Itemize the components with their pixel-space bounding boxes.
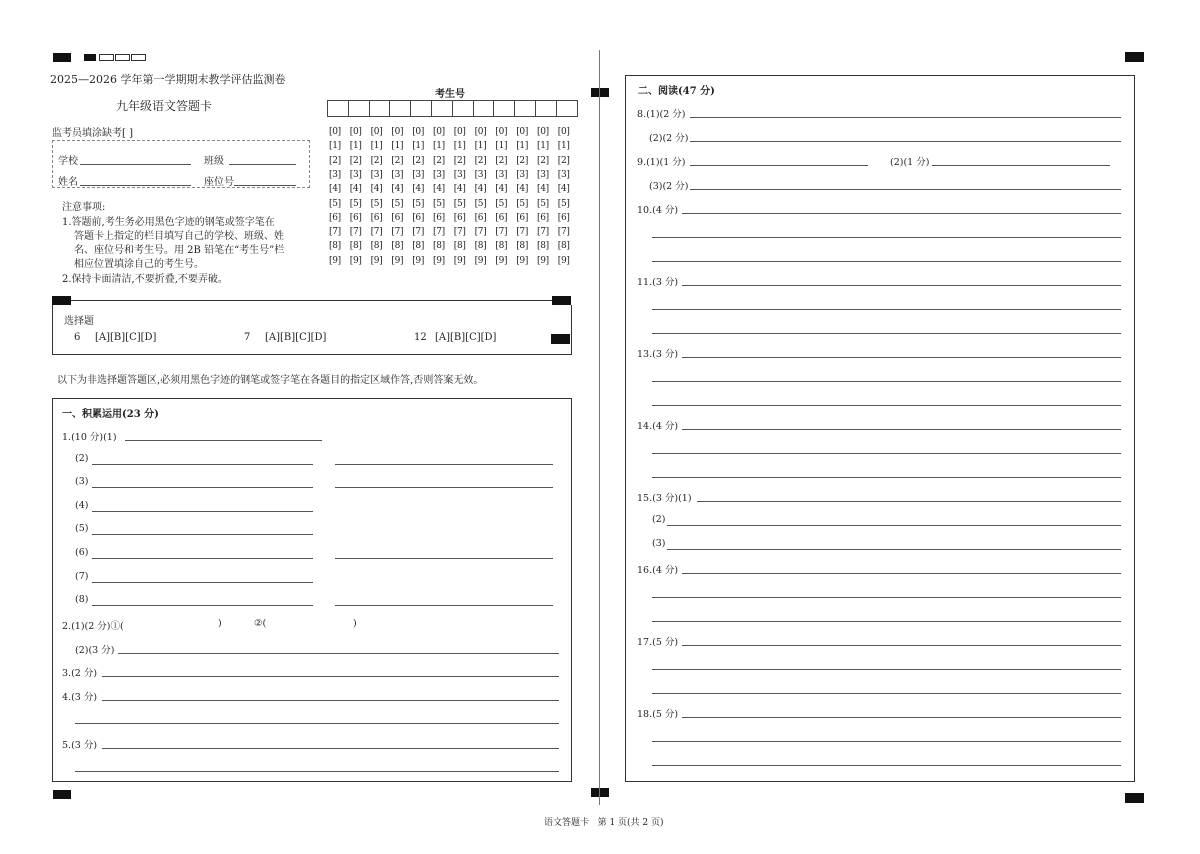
answer-line[interactable] [690, 165, 868, 166]
exam-number-bubble[interactable]: [3] [433, 169, 445, 180]
exam-number-label: 考生号 [435, 89, 465, 100]
answer-line[interactable] [652, 477, 1121, 478]
exam-number-bubble[interactable]: [9] [370, 255, 383, 266]
exam-number-write-box[interactable] [327, 100, 349, 117]
exam-number-bubble[interactable]: [0] [412, 127, 425, 137]
answer-line[interactable] [690, 117, 1121, 118]
answer-line[interactable] [690, 189, 1121, 190]
answer-line[interactable] [102, 748, 559, 749]
exam-number-bubble[interactable]: [7] [453, 227, 466, 238]
section1-box [52, 398, 572, 782]
exam-number-bubble[interactable]: [2] [495, 155, 508, 166]
q2b-label: (2)(3 分) [75, 645, 115, 656]
name-label: 姓名 [58, 177, 78, 188]
registration-mark [53, 53, 71, 62]
answer-line[interactable] [92, 487, 313, 488]
exam-number-bubble[interactable]: [5] [391, 198, 404, 209]
exam-number-bubble[interactable]: [5] [516, 198, 529, 209]
exam-number-bubble[interactable]: [8] [495, 241, 508, 252]
q2a-b-close: ) [353, 618, 357, 629]
exam-number-bubble[interactable]: [5] [412, 198, 425, 209]
choice-q7-options[interactable]: [A][B][C][D] [265, 332, 327, 343]
absent-mark-label[interactable]: 监考员填涂缺考[ ] [52, 128, 133, 139]
q17-label: 17.(5 分) [637, 637, 679, 648]
exam-number-bubble[interactable]: [3] [557, 169, 570, 180]
answer-line[interactable] [652, 693, 1121, 694]
exam-number-bubble[interactable]: [1] [433, 141, 445, 152]
exam-number-bubble[interactable]: [4] [412, 184, 425, 195]
q16-label: 16.(4 分) [637, 565, 679, 576]
q5-label: 5.(3 分) [62, 740, 98, 751]
exam-number-bubble[interactable]: [5] [370, 198, 383, 209]
answer-line[interactable] [652, 261, 1121, 262]
answer-line[interactable] [652, 597, 1121, 598]
exam-number-bubble[interactable]: [6] [349, 212, 362, 223]
exam-number-bubble[interactable]: [8] [557, 241, 570, 252]
exam-number-bubble[interactable]: [6] [474, 212, 487, 223]
q8b-label: (2)(2 分) [649, 133, 689, 144]
exam-number-bubble[interactable]: [7] [349, 227, 362, 238]
q2a-label: 2.(1)(2 分)①( [62, 621, 124, 632]
exam-number-write-box[interactable] [452, 100, 474, 117]
exam-number-bubble[interactable]: [4] [516, 184, 529, 195]
section2-title: 二、阅读(47 分) [638, 86, 715, 97]
q1-label: 1.(10 分)(1) [62, 432, 117, 443]
school-label: 学校 [58, 156, 78, 167]
answer-line[interactable] [92, 534, 313, 535]
answer-line[interactable] [102, 700, 559, 701]
non-choice-notice: 以下为非选择题答题区,必须用黑色字迹的钢笔或签字笔在各题目的指定区域作答,否则答案无效。 [57, 375, 484, 386]
exam-number-bubble[interactable]: [2] [557, 155, 570, 166]
q18-label: 18.(5 分) [637, 709, 679, 720]
exam-number-bubble[interactable]: [3] [391, 169, 404, 180]
registration-mark [84, 54, 96, 61]
answer-line[interactable] [92, 582, 313, 583]
exam-number-write-box[interactable] [535, 100, 557, 117]
exam-number-bubble[interactable]: [0] [349, 127, 362, 137]
exam-number-bubble[interactable]: [1] [370, 141, 383, 152]
registration-mark [551, 334, 570, 344]
exam-number-bubble[interactable]: [6] [495, 212, 508, 223]
exam-number-write-box[interactable] [348, 100, 370, 117]
q10-label: 10.(4 分) [637, 205, 679, 216]
exam-number-bubble[interactable]: [9] [412, 255, 425, 266]
choice-q6-num: 6 [74, 332, 81, 343]
exam-number-write-box[interactable] [514, 100, 536, 117]
exam-number-bubble[interactable]: [1] [516, 141, 529, 152]
exam-number-bubble[interactable]: [4] [495, 184, 508, 195]
exam-number-write-box[interactable] [473, 100, 495, 117]
exam-number-bubble[interactable]: [1] [329, 141, 341, 152]
q1-sub-label: (2) [75, 453, 89, 464]
notice-line: 1.答题前,考生务必用黑色字迹的钢笔或签字笔在 [62, 217, 275, 228]
exam-number-bubble[interactable]: [8] [391, 241, 404, 252]
answer-line[interactable] [335, 487, 553, 488]
exam-number-bubble[interactable]: [0] [433, 127, 445, 137]
q1-sub-label: (8) [75, 594, 89, 605]
class-input-line[interactable] [229, 164, 296, 165]
exam-number-bubble[interactable]: [8] [433, 241, 445, 252]
exam-number-bubble[interactable]: [2] [391, 155, 404, 166]
answer-line[interactable] [932, 165, 1110, 166]
exam-number-bubble[interactable]: [4] [537, 184, 549, 195]
registration-mark [53, 790, 71, 799]
exam-number-write-box[interactable] [389, 100, 411, 117]
answer-line[interactable] [667, 549, 1121, 550]
exam-number-bubble[interactable]: [6] [537, 212, 549, 223]
exam-number-bubble[interactable]: [1] [412, 141, 425, 152]
exam-number-bubble[interactable]: [3] [349, 169, 362, 180]
exam-number-bubble[interactable]: [5] [557, 198, 570, 209]
choice-q12-num: 12 [414, 332, 427, 343]
registration-mark [52, 296, 71, 305]
answer-line[interactable] [652, 309, 1121, 310]
exam-number-bubble[interactable]: [1] [495, 141, 508, 152]
q2a-b-label: ②( [254, 618, 267, 629]
class-label: 班级 [204, 156, 224, 167]
registration-mark [1125, 793, 1144, 803]
exam-number-bubble[interactable]: [4] [557, 184, 570, 195]
answer-line[interactable] [125, 440, 322, 441]
exam-number-bubble[interactable]: [1] [557, 141, 570, 152]
choice-top-rule [52, 300, 570, 301]
exam-number-bubble[interactable]: [7] [329, 227, 341, 238]
answer-line[interactable] [75, 723, 559, 724]
q15a-label: 15.(3 分)(1) [637, 493, 692, 504]
answer-line[interactable] [102, 676, 559, 677]
school-input-line[interactable] [80, 164, 191, 165]
exam-number-bubble[interactable]: [8] [453, 241, 466, 252]
exam-number-bubble[interactable]: [9] [433, 255, 445, 266]
page-footer: 语文答题卡 第 1 页(共 2 页) [544, 818, 664, 828]
notice-title: 注意事项: [62, 202, 106, 213]
answer-line[interactable] [682, 717, 1121, 718]
exam-number-bubble[interactable]: [2] [329, 155, 341, 166]
exam-number-bubble[interactable]: [7] [557, 227, 570, 238]
q15c-label: (3) [652, 538, 666, 549]
exam-number-bubble[interactable]: [4] [349, 184, 362, 195]
answer-line[interactable] [652, 333, 1121, 334]
answer-line[interactable] [652, 405, 1121, 406]
answer-line[interactable] [92, 605, 313, 606]
q15b-label: (2) [652, 514, 666, 525]
exam-number-bubble[interactable]: [6] [433, 212, 445, 223]
exam-number-bubble[interactable]: [2] [537, 155, 549, 166]
exam-number-bubble[interactable]: [5] [474, 198, 487, 209]
registration-mark [591, 788, 609, 797]
exam-number-bubble[interactable]: [0] [474, 127, 487, 137]
answer-line[interactable] [652, 621, 1121, 622]
exam-number-bubble[interactable]: [3] [516, 169, 529, 180]
exam-number-bubble[interactable]: [0] [516, 127, 529, 137]
answer-line[interactable] [652, 741, 1121, 742]
exam-number-bubble[interactable]: [7] [537, 227, 549, 238]
answer-line[interactable] [667, 525, 1121, 526]
q8a-label: 8.(1)(2 分) [637, 109, 686, 120]
exam-number-write-box[interactable] [369, 100, 391, 117]
exam-number-bubble[interactable]: [5] [537, 198, 549, 209]
exam-number-write-box[interactable] [493, 100, 515, 117]
exam-number-bubble[interactable]: [8] [370, 241, 383, 252]
answer-line[interactable] [652, 765, 1121, 766]
exam-number-bubble[interactable]: [3] [370, 169, 383, 180]
notice-line: 相应位置填涂自己的考生号。 [74, 259, 204, 270]
answer-line[interactable] [75, 771, 559, 772]
answer-line[interactable] [682, 213, 1121, 214]
q1-sub-label: (3) [75, 476, 89, 487]
exam-number-bubble[interactable]: [7] [433, 227, 445, 238]
exam-number-bubble[interactable]: [9] [349, 255, 362, 266]
choice-box [52, 305, 572, 355]
exam-number-bubble[interactable]: [2] [349, 155, 362, 166]
section1-title: 一、积累运用(23 分) [62, 409, 159, 420]
exam-number-bubble[interactable]: [5] [495, 198, 508, 209]
answer-line[interactable] [682, 429, 1121, 430]
exam-number-bubble[interactable]: [7] [474, 227, 487, 238]
exam-number-bubble[interactable]: [3] [453, 169, 466, 180]
exam-number-bubble[interactable]: [6] [412, 212, 425, 223]
exam-number-bubble[interactable]: [1] [453, 141, 466, 152]
exam-number-bubble[interactable]: [3] [329, 169, 341, 180]
answer-line[interactable] [652, 237, 1121, 238]
exam-number-bubble[interactable]: [2] [433, 155, 445, 166]
answer-line[interactable] [682, 357, 1121, 358]
answer-line[interactable] [652, 669, 1121, 670]
exam-number-bubble[interactable]: [2] [516, 155, 529, 166]
registration-mark [1125, 52, 1144, 62]
registration-mark [552, 296, 571, 305]
exam-number-bubble[interactable]: [3] [495, 169, 508, 180]
q14-label: 14.(4 分) [637, 421, 679, 432]
q3-label: 3.(2 分) [62, 668, 98, 679]
exam-number-bubble[interactable]: [5] [329, 198, 341, 209]
exam-number-bubble[interactable]: [9] [474, 255, 487, 266]
exam-number-bubble[interactable]: [9] [495, 255, 508, 266]
exam-number-bubble[interactable]: [2] [453, 155, 466, 166]
choice-q6-options[interactable]: [A][B][C][D] [95, 332, 157, 343]
answer-line[interactable] [335, 605, 553, 606]
exam-number-bubble[interactable]: [8] [329, 241, 341, 252]
q1-sub-label: (5) [75, 523, 89, 534]
exam-number-bubble[interactable]: [3] [537, 169, 549, 180]
answer-line[interactable] [335, 464, 553, 465]
exam-number-bubble[interactable]: [0] [370, 127, 383, 137]
choice-q7-num: 7 [244, 332, 251, 343]
exam-number-bubble[interactable]: [9] [516, 255, 529, 266]
notice-line: 名、座位号和考生号。用 2B 铅笔在“考生号”栏 [74, 245, 285, 256]
q9c-label: (3)(2 分) [649, 181, 689, 192]
notice-line: 2.保持卡面清洁,不要折叠,不要弄破。 [62, 274, 228, 285]
answer-line[interactable] [118, 653, 559, 654]
name-input-line[interactable] [80, 185, 191, 186]
registration-mark [115, 54, 130, 61]
exam-number-bubble[interactable]: [3] [474, 169, 487, 180]
exam-number-bubble[interactable]: [0] [391, 127, 404, 137]
q9a-label: 9.(1)(1 分) [637, 157, 686, 168]
exam-number-bubble[interactable]: [0] [495, 127, 508, 137]
exam-number-bubble[interactable]: [5] [453, 198, 466, 209]
exam-number-bubble[interactable]: [6] [453, 212, 466, 223]
card-subtitle: 九年级语文答题卡 [116, 99, 213, 113]
q9b-label: (2)(1 分) [890, 157, 930, 168]
exam-number-bubble[interactable]: [4] [433, 184, 445, 195]
q13-label: 13.(3 分) [637, 349, 679, 360]
exam-number-bubble[interactable]: [1] [349, 141, 362, 152]
exam-number-bubble[interactable]: [8] [516, 241, 529, 252]
answer-line[interactable] [682, 573, 1121, 574]
exam-number-bubble[interactable]: [8] [537, 241, 549, 252]
exam-number-bubble[interactable]: [8] [349, 241, 362, 252]
exam-number-write-box[interactable] [410, 100, 432, 117]
exam-number-bubble[interactable]: [4] [370, 184, 383, 195]
exam-number-bubble[interactable]: [9] [537, 255, 549, 266]
exam-number-bubble[interactable]: [0] [329, 127, 341, 137]
answer-line[interactable] [652, 453, 1121, 454]
exam-number-write-box[interactable] [556, 100, 578, 117]
exam-number-bubble[interactable]: [3] [412, 169, 425, 180]
exam-number-bubble[interactable]: [0] [453, 127, 466, 137]
registration-mark [131, 54, 146, 61]
q1-sub-label: (7) [75, 571, 89, 582]
notice-line: 答题卡上指定的栏目填写自己的学校、班级、姓 [74, 231, 284, 242]
answer-line[interactable] [690, 141, 1121, 142]
seat-input-line[interactable] [234, 185, 296, 186]
q4-label: 4.(3 分) [62, 692, 98, 703]
exam-number-bubble[interactable]: [7] [412, 227, 425, 238]
exam-number-bubble[interactable]: [4] [453, 184, 466, 195]
q2a-close: ) [218, 618, 222, 629]
answer-line[interactable] [92, 558, 313, 559]
exam-title: 2025—2026 学年第一学期期末教学评估监测卷 [50, 73, 286, 86]
exam-number-bubble[interactable]: [6] [557, 212, 570, 223]
answer-line[interactable] [652, 381, 1121, 382]
exam-number-bubble[interactable]: [7] [370, 227, 383, 238]
answer-line[interactable] [92, 464, 313, 465]
exam-number-bubble[interactable]: [9] [453, 255, 466, 266]
registration-mark [591, 88, 609, 97]
exam-number-bubble[interactable]: [7] [391, 227, 404, 238]
exam-number-bubble[interactable]: [7] [516, 227, 529, 238]
q1-sub-label: (6) [75, 547, 89, 558]
exam-number-bubble[interactable]: [2] [474, 155, 487, 166]
choice-title: 选择题 [64, 316, 94, 327]
registration-mark [99, 54, 114, 61]
exam-number-bubble[interactable]: [4] [474, 184, 487, 195]
choice-q12-options[interactable]: [A][B][C][D] [435, 332, 497, 343]
answer-line[interactable] [92, 511, 313, 512]
exam-number-bubble[interactable]: [8] [474, 241, 487, 252]
seat-label: 座位号 [204, 177, 234, 188]
exam-number-bubble[interactable]: [1] [474, 141, 487, 152]
exam-number-bubble[interactable]: [5] [433, 198, 445, 209]
exam-number-bubble[interactable]: [0] [557, 127, 570, 137]
answer-line[interactable] [682, 285, 1121, 286]
exam-number-bubble[interactable]: [9] [391, 255, 404, 266]
exam-number-bubble[interactable]: [7] [495, 227, 508, 238]
q1-sub-label: (4) [75, 500, 89, 511]
exam-number-bubble[interactable]: [4] [329, 184, 341, 195]
exam-number-bubble[interactable]: [0] [537, 127, 549, 137]
exam-number-bubble[interactable]: [5] [349, 198, 362, 209]
exam-number-bubble[interactable]: [2] [412, 155, 425, 166]
exam-number-bubble[interactable]: [1] [391, 141, 404, 152]
answer-line[interactable] [335, 558, 553, 559]
answer-line[interactable] [697, 501, 1121, 502]
exam-number-bubble[interactable]: [9] [329, 255, 341, 266]
exam-number-bubble[interactable]: [2] [370, 155, 383, 166]
exam-number-bubble[interactable]: [8] [412, 241, 425, 252]
exam-number-bubble[interactable]: [6] [391, 212, 404, 223]
exam-number-bubble[interactable]: [9] [557, 255, 570, 266]
answer-line[interactable] [682, 645, 1121, 646]
exam-number-bubble[interactable]: [6] [329, 212, 341, 223]
exam-number-bubble[interactable]: [6] [516, 212, 529, 223]
exam-number-bubble[interactable]: [6] [370, 212, 383, 223]
q11-label: 11.(3 分) [637, 277, 679, 288]
exam-number-write-box[interactable] [431, 100, 453, 117]
center-fold-line [599, 50, 600, 805]
exam-number-bubble[interactable]: [4] [391, 184, 404, 195]
exam-number-bubble[interactable]: [1] [537, 141, 549, 152]
